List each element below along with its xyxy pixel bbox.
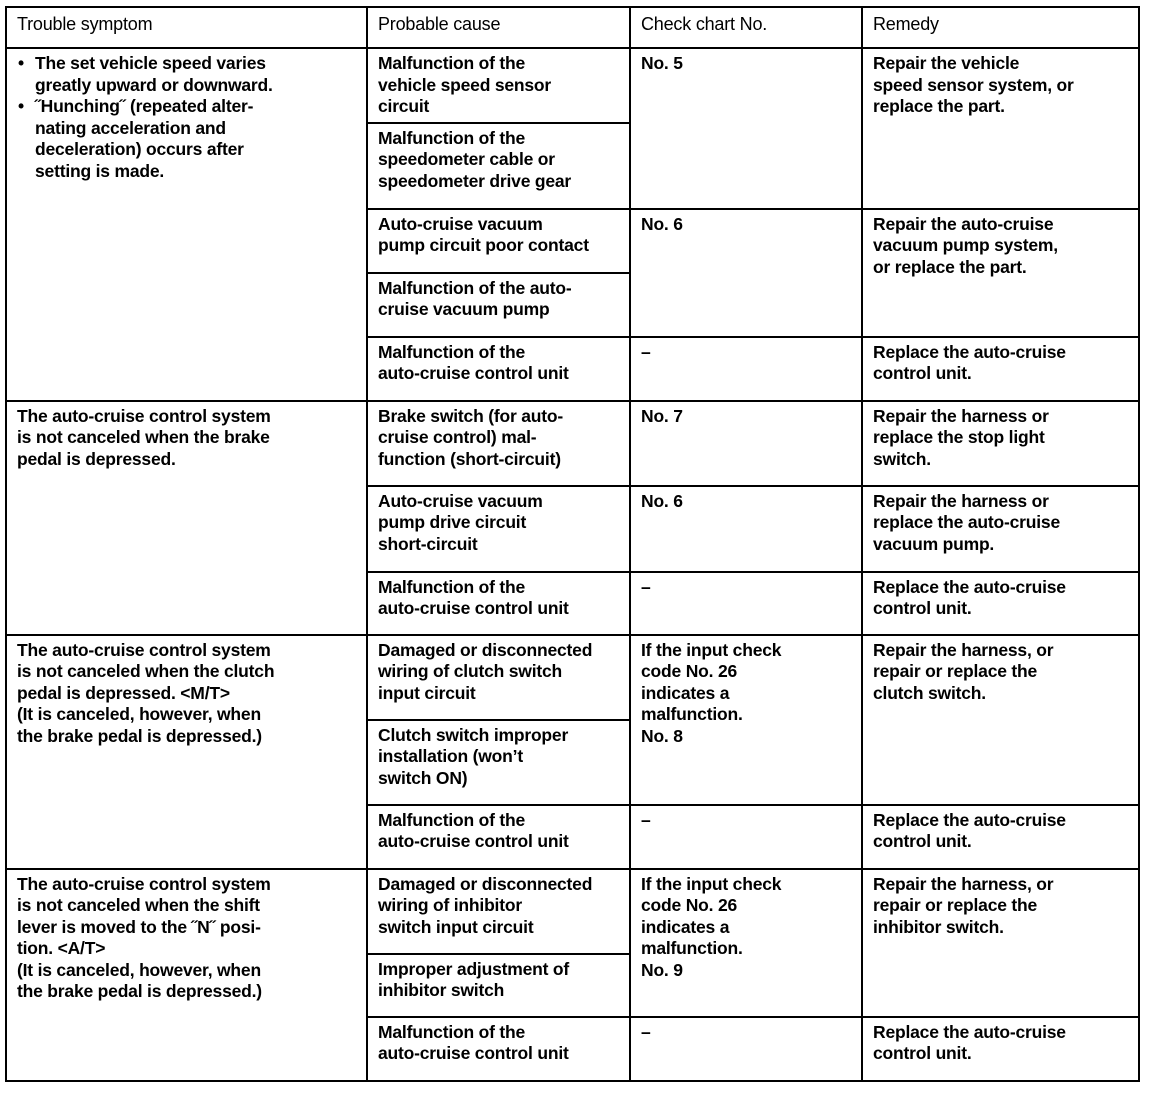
remedy-cell	[862, 635, 1139, 805]
cause-text: Malfunction of the auto-cruise control unit	[378, 576, 569, 618]
cause-cell	[367, 337, 630, 401]
cause-cell	[367, 401, 630, 486]
cause-text: Damaged or disconnected wiring of inhibitor switch input circuit	[378, 873, 593, 937]
table-row	[6, 401, 1139, 486]
check-chart-text: –	[641, 576, 651, 597]
cause-text: Malfunction of the speedometer cable or speedometer drive gear	[378, 127, 572, 191]
remedy-cell	[862, 486, 1139, 572]
check-chart-cell	[630, 572, 862, 635]
header-trouble-symptom: Trouble symptom	[6, 7, 367, 48]
cause-cell	[367, 869, 630, 954]
cause-text: Auto-cruise vacuum pump circuit poor contact	[378, 213, 589, 255]
cause-text: Malfunction of the vehicle speed sensor circuit	[378, 53, 552, 116]
header-check-chart: Check chart No.	[630, 7, 862, 48]
cause-text: Auto-cruise vacuum pump drive circuit short-circuit	[378, 490, 543, 554]
cause-text: Malfunction of the auto-cruise control unit	[378, 1021, 569, 1063]
check-chart-cell	[630, 401, 862, 486]
check-chart-text: No. 5	[641, 53, 683, 73]
check-chart-cell	[630, 635, 862, 805]
check-chart-text: If the input check code No. 26 indicates a malfunction. No. 8	[641, 639, 782, 746]
remedy-cell	[862, 572, 1139, 635]
header-remedy: Remedy	[862, 7, 1139, 48]
check-chart-text: No. 7	[641, 405, 683, 426]
check-chart-text: No. 6	[641, 213, 683, 234]
check-chart-cell	[630, 805, 862, 869]
cause-cell	[367, 954, 630, 1017]
check-chart-cell	[630, 869, 862, 1017]
cause-cell	[367, 48, 630, 123]
cause-cell	[367, 273, 630, 337]
remedy-cell	[862, 209, 1139, 337]
troubleshooting-table	[5, 6, 1140, 1082]
cause-text: Malfunction of the auto- cruise vacuum pump	[378, 277, 572, 319]
cause-cell	[367, 486, 630, 572]
check-chart-cell	[630, 486, 862, 572]
check-chart-text: No. 6	[641, 490, 683, 511]
remedy-text: Repair the harness, or repair or replace the inhibitor switch.	[873, 873, 1054, 937]
check-chart-cell	[630, 209, 862, 337]
symptom-cell	[6, 48, 367, 401]
remedy-text: Repair the auto-cruise vacuum pump system, or replace the part.	[873, 213, 1058, 277]
remedy-text: Replace the auto-cruise control unit.	[873, 576, 1066, 618]
cause-text: Damaged or disconnected wiring of clutch switch input circuit	[378, 639, 593, 703]
symptom-text: The auto-cruise control system is not canceled when the shift lever is moved to the ˝N˝ posi- tion. <A/T> (It is canceled, however, when the brake pedal is depressed.)	[17, 873, 271, 1001]
symptom-bullet-item: • The set vehicle speed varies greatly upward or downward.	[17, 53, 358, 96]
check-chart-cell	[630, 337, 862, 401]
cause-text: Malfunction of the auto-cruise control unit	[378, 809, 569, 851]
symptom-bullet-item: • ˝Hunching˝ (repeated alter- nating acceleration and deceleration) occurs after setting is made.	[17, 96, 358, 182]
check-chart-text: –	[641, 809, 651, 830]
cause-cell	[367, 805, 630, 869]
remedy-text: Repair the harness or replace the stop light switch.	[873, 405, 1049, 469]
check-chart-cell	[630, 1017, 862, 1081]
cause-cell	[367, 720, 630, 805]
remedy-text: Repair the vehicle speed sensor system, or replace the part.	[873, 53, 1074, 116]
check-chart-text: –	[641, 1021, 651, 1042]
remedy-cell	[862, 48, 1139, 209]
cause-cell	[367, 572, 630, 635]
header-probable-cause: Probable cause	[367, 7, 630, 48]
remedy-text: Replace the auto-cruise control unit.	[873, 809, 1066, 851]
cause-text: Clutch switch improper installation (won’t switch ON)	[378, 724, 569, 788]
symptom-cell	[6, 401, 367, 635]
symptom-cell	[6, 635, 367, 869]
cause-cell	[367, 209, 630, 273]
symptom-bullet-list	[17, 53, 358, 182]
symptom-text: The auto-cruise control system is not canceled when the clutch pedal is depressed. <M/T> (It is canceled, however, when the brake pedal is depressed.)	[17, 639, 275, 746]
remedy-cell	[862, 1017, 1139, 1081]
remedy-text: Repair the harness, or repair or replace the clutch switch.	[873, 639, 1054, 703]
cause-text: Improper adjustment of inhibitor switch	[378, 958, 570, 1000]
remedy-cell	[862, 401, 1139, 486]
remedy-cell	[862, 869, 1139, 1017]
cause-cell	[367, 635, 630, 720]
header-row	[6, 7, 1139, 48]
cause-cell	[367, 1017, 630, 1081]
symptom-text: The auto-cruise control system is not canceled when the brake pedal is depressed.	[17, 405, 271, 469]
remedy-text: Replace the auto-cruise control unit.	[873, 1021, 1066, 1063]
cause-text: Malfunction of the auto-cruise control unit	[378, 341, 569, 383]
cause-cell	[367, 123, 630, 209]
remedy-cell	[862, 337, 1139, 401]
table-row	[6, 635, 1139, 720]
remedy-cell	[862, 805, 1139, 869]
remedy-text: Repair the harness or replace the auto-cruise vacuum pump.	[873, 490, 1060, 554]
table-row	[6, 48, 1139, 123]
check-chart-text: If the input check code No. 26 indicates a malfunction. No. 9	[641, 873, 782, 980]
table-row	[6, 869, 1139, 954]
symptom-cell	[6, 869, 367, 1081]
remedy-text: Replace the auto-cruise control unit.	[873, 341, 1066, 383]
check-chart-text: –	[641, 341, 651, 362]
cause-text: Brake switch (for auto- cruise control) mal- function (short-circuit)	[378, 405, 564, 469]
check-chart-cell	[630, 48, 862, 209]
